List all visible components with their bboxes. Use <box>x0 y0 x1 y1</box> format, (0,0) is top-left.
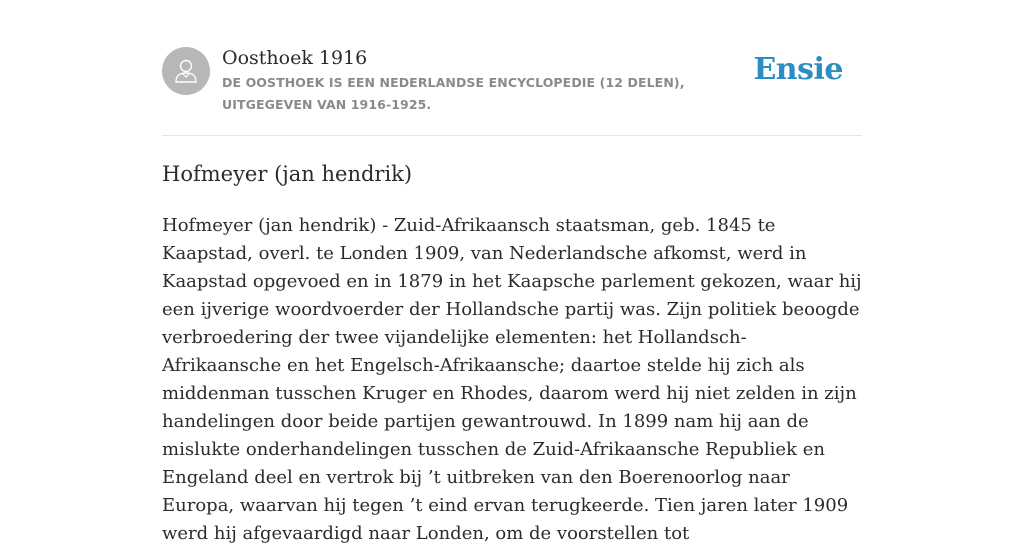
entry-title: Hofmeyer (jan hendrik) <box>162 162 413 186</box>
page-content <box>162 0 862 544</box>
source-description: DE OOSTHOEK IS EEN NEDERLANDSE ENCYCLOPEDIE (12 DELEN), UITGEGEVEN VAN 1916-1925. <box>222 75 685 112</box>
user-icon <box>171 56 201 86</box>
source-header <box>162 0 862 136</box>
entry-body-text: Hofmeyer (jan hendrik) - Zuid-Afrikaansch staatsman, geb. 1845 te Kaapstad, overl. te Londen 1909, van Nederlandsche afkomst, werd in Kaapstad opgevoed en in 1879 in het Kaapsche parlement gekozen, waar hij een ijverige woordvoerder der Hollandsche partij was. Zijn politiek beoogde verbroedering der twee vijandelijke elementen: het Hollandsch-Afrikaansche en het Engelsch-Afrikaansche; daartoe stelde hij zich als middenman tusschen Kruger en Rhodes, daarom werd hij niet zelden in zijn handelingen door beide partijen gewantrouwd. In 1899 nam hij aan de mislukte onderhandelingen tusschen de Zuid-Afrikaansche Republiek en Engeland deel en vertrok bij ’t uitbreken van den Boerenoorlog naar Europa, waarvan hij tegen ’t eind ervan terugkeerde. Tien jaren later 1909 werd hij afgevaardigd naar Londen, om de voorstellen tot <box>162 215 862 544</box>
source-name-link[interactable]: Oosthoek 1916 <box>222 47 368 69</box>
source-meta <box>222 46 762 116</box>
ensie-logo-link[interactable]: Ensie <box>753 52 843 87</box>
source-avatar[interactable] <box>162 47 210 95</box>
